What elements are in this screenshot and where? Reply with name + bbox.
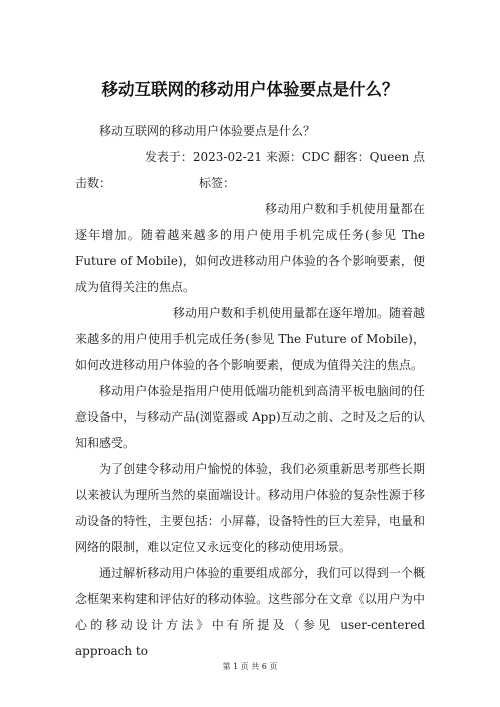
- paragraph: 移动用户数和手机使用量都在逐年增加。随着越来越多的用户使用手机完成任务(参见 The Future of Mobile)，如何改进移动用户体验的各个影响要素，便成为值得关注的焦点。: [75, 202, 425, 294]
- paragraph: 为了创建令移动用户愉悦的体验，我们必须重新思考那些长期以来被认为理所当然的桌面端设计。移动用户体验的复杂性源于移动设备的特性，主要包括：小屏幕，设备特性的巨大差异，电量和网络的限制，难以定位又永远变化的移动使用场景。: [75, 462, 425, 554]
- paragraph: 通过解析移动用户体验的重要组成部分，我们可以得到一个概念框架来构建和评估好的移动体验。这些部分在文章《以用户为中心的移动设计方法》中有所提及（参见 user-centered approach to: [75, 566, 425, 658]
- publish-info: 发表于：2023-02-21 来源：CDC 翻客：Queen 点: [144, 150, 425, 164]
- publish-info-continued: [75, 170, 425, 196]
- tags-label: 标签：: [199, 176, 236, 190]
- page-number-footer: 第 1 页 共 6 页: [222, 662, 278, 671]
- paragraph: 移动用户体验是指用户使用低端功能机到高清平板电脑间的任意设备中，与移动产品(浏览器或 App)互动之前、之时及之后的认知和感受。: [75, 384, 425, 450]
- click-count-label: 击数：: [75, 176, 112, 190]
- document-title: 移动互联网的移动用户体验要点是什么？: [101, 80, 399, 99]
- paragraph: 移动用户数和手机使用量都在逐年增加。随着越来越多的用户使用手机完成任务(参见 The Future of Mobile)，如何改进移动用户体验的各个影响要素，便成为值得关注的焦点。: [75, 306, 426, 372]
- document-body: [75, 78, 425, 664]
- document-subtitle: 移动互联网的移动用户体验要点是什么？: [99, 124, 316, 138]
